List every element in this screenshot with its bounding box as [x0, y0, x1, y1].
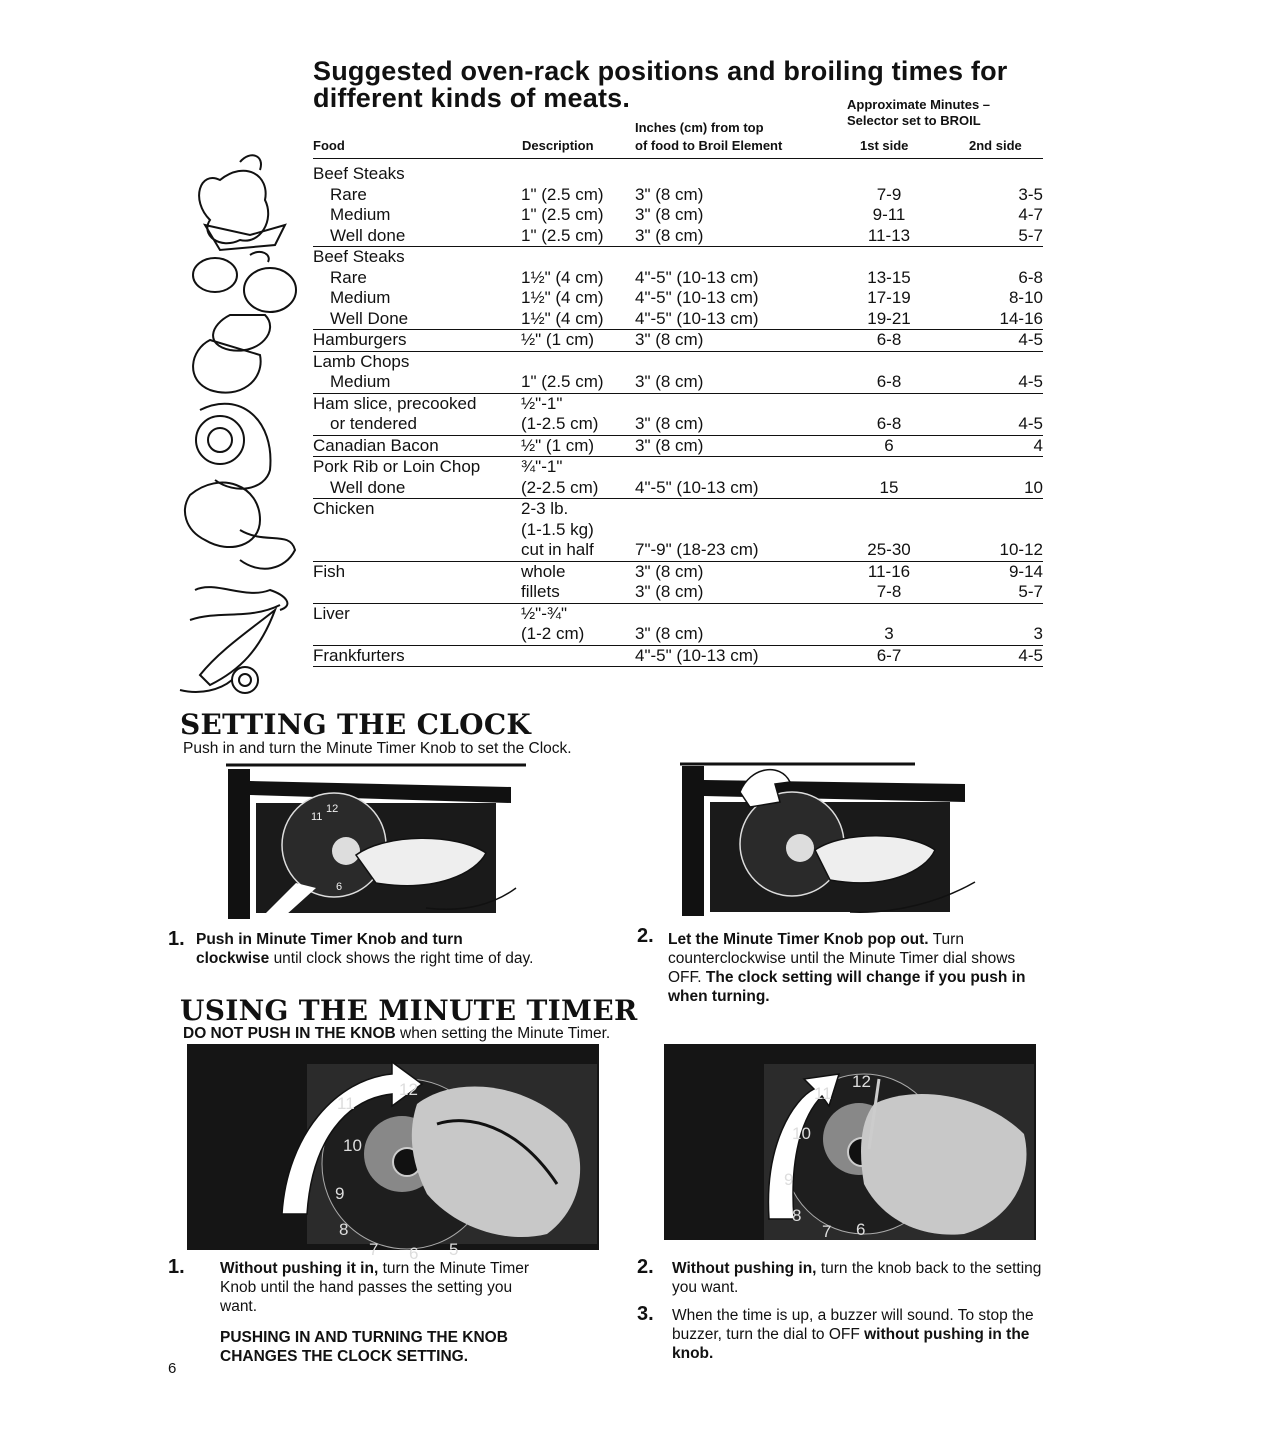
table-row-group — [313, 499, 1043, 562]
table-title-line1: Suggested oven-rack positions and broiling times for — [313, 56, 1008, 86]
table-title-line2: different kinds of meats. — [313, 83, 631, 113]
cell-s2: 10 — [1024, 477, 1043, 497]
photo1-dial-11: 11 — [311, 811, 323, 823]
cell-s1: 19-21 — [867, 308, 911, 328]
timer-step2-text: turn the knob back to the setting you want. — [672, 1260, 1042, 1296]
page-number: 6 — [168, 1360, 177, 1377]
cell-inches: 4"-5" (10-13 cm) — [635, 645, 759, 665]
cell-desc: ½"-1" — [521, 393, 563, 413]
cell-desc: 1½" (4 cm) — [521, 308, 604, 328]
cell-food: Liver — [313, 603, 350, 623]
timer-step2-bold: Without pushing in, — [672, 1260, 817, 1277]
cell-s1: 17-19 — [867, 288, 911, 307]
cell-s2: 4-5 — [1018, 645, 1043, 665]
cell-inches: 4"-5" (10-13 cm) — [635, 477, 759, 497]
clock-step1-bold2: clockwise — [196, 950, 270, 967]
table-row-group — [313, 604, 1043, 646]
approx-minutes-label — [847, 97, 990, 129]
cell-food: Ham slice, precooked — [313, 393, 477, 413]
cell-food: Beef Steaks — [313, 247, 405, 266]
cell-inches: 3" (8 cm) — [635, 414, 704, 433]
timer-step3-number: 3. — [637, 1303, 654, 1325]
meats-illustration — [180, 150, 305, 705]
cell-s2: 4-5 — [1018, 414, 1043, 433]
cell-food: Beef Steaks — [313, 164, 405, 183]
clock-photo-2 — [680, 762, 980, 918]
timer-step1-bold: Without pushing it in, — [220, 1260, 379, 1277]
table-row-group — [313, 164, 1043, 247]
timer-step3 — [672, 1306, 1042, 1363]
approx-minutes-label-line1: Approximate Minutes – — [847, 97, 991, 112]
photo1-dial-6: 6 — [336, 881, 343, 893]
cell-food: Well done — [330, 477, 406, 497]
cell-inches: 4"-5" (10-13 cm) — [635, 267, 759, 287]
cell-s1: 11-13 — [867, 225, 911, 245]
table-row — [313, 372, 1043, 393]
cell-s2: 6-8 — [1018, 267, 1043, 287]
table-row-group — [313, 457, 1043, 499]
cell-food: or tendered — [330, 414, 417, 433]
cell-inches: 4"-5" (10-13 cm) — [635, 308, 759, 328]
cell-inches: 4"-5" (10-13 cm) — [635, 288, 759, 307]
table-row — [313, 288, 1043, 309]
approx-minutes-label-line2: Selector set to BROIL — [847, 113, 981, 128]
cell-s2: 8-10 — [1008, 288, 1043, 307]
cell-s1: 13-15 — [867, 267, 911, 287]
timer-intro-bold: DO NOT PUSH IN THE KNOB — [183, 1025, 396, 1042]
clock-step2-bold2: The clock setting will change if you push in when turning. — [668, 969, 1026, 1005]
cell-s1: 6 — [884, 435, 894, 455]
cell-inches: 3" (8 cm) — [635, 372, 704, 391]
timer-step1 — [220, 1259, 550, 1316]
table-row-group — [313, 436, 1043, 458]
cell-s2: 14-16 — [999, 308, 1043, 328]
table-row — [313, 268, 1043, 289]
timer-photo1-dial-5: 5 — [449, 1240, 459, 1259]
cell-food: Rare — [330, 267, 367, 287]
timer-photo2-dial-8: 8 — [792, 1206, 802, 1225]
table-row-group — [313, 352, 1043, 394]
cell-s2: 10-12 — [999, 540, 1043, 559]
cell-inches: 3" (8 cm) — [635, 184, 704, 204]
cell-desc: fillets — [521, 582, 560, 601]
table-row-group — [313, 646, 1043, 668]
clock-step1-text: until clock shows the right time of day. — [273, 950, 534, 967]
cell-food: Lamb Chops — [313, 351, 410, 371]
cell-desc: (2-2.5 cm) — [521, 477, 599, 497]
col-first-side-header: 1st side — [860, 138, 909, 153]
table-header-row — [313, 136, 1043, 159]
timer-intro-text: when setting the Minute Timer. — [400, 1025, 611, 1042]
timer-photo2-dial-11: 11 — [814, 1084, 832, 1103]
cell-s2: 4-5 — [1018, 330, 1043, 349]
cell-s1: 15 — [879, 477, 899, 497]
timer-step1-text: turn the Minute Timer Knob until the hand passes the setting you want. — [220, 1260, 530, 1315]
timer-photo2-dial-9: 9 — [784, 1170, 794, 1189]
cell-desc: ½" (1 cm) — [521, 330, 595, 349]
clock-heading: SETTING THE CLOCK — [180, 708, 532, 741]
cell-desc: whole — [521, 561, 566, 581]
timer-photo2-dial-12: 12 — [852, 1072, 871, 1091]
timer-photo2-dial-6: 6 — [856, 1220, 866, 1239]
timer-photo2-dial-10: 10 — [792, 1124, 811, 1143]
clock-step1-number: 1. — [168, 928, 185, 950]
timer-photo1-dial-6: 6 — [409, 1244, 419, 1263]
table-row — [313, 185, 1043, 206]
cell-desc: 1" (2.5 cm) — [521, 372, 604, 391]
timer-photo1-dial-7: 7 — [369, 1240, 379, 1259]
cell-desc: ¾"-1" — [521, 457, 563, 476]
cell-s2: 3-5 — [1018, 184, 1043, 204]
cell-food: Rare — [330, 184, 367, 204]
table-row — [313, 646, 1043, 667]
cell-food: Frankfurters — [313, 645, 405, 665]
cell-food: Well done — [330, 225, 406, 245]
cell-inches: 3" (8 cm) — [635, 582, 704, 601]
timer-photo-2 — [664, 1044, 1036, 1240]
table-row — [313, 478, 1043, 499]
cell-food: Chicken — [313, 499, 375, 518]
cell-inches: 3" (8 cm) — [635, 561, 704, 581]
cell-food: Medium — [330, 205, 391, 224]
table-row — [313, 520, 1043, 541]
cell-s1: 6-7 — [876, 645, 902, 665]
table-row — [313, 394, 1043, 415]
clock-step2-bold1: Let the Minute Timer Knob pop out. — [668, 931, 929, 948]
timer-step1-number: 1. — [168, 1256, 185, 1278]
timer-step3-bold: without pushing in the knob. — [672, 1326, 1030, 1362]
cell-s1: 6-8 — [876, 330, 902, 349]
cell-s1: 3 — [884, 624, 894, 643]
timer-step2-number: 2. — [637, 1256, 654, 1278]
table-row — [313, 582, 1043, 603]
cell-s2: 4-7 — [1018, 205, 1043, 224]
cell-desc: 1" (2.5 cm) — [521, 205, 604, 224]
table-row — [313, 414, 1043, 435]
cell-inches: 3" (8 cm) — [635, 624, 704, 643]
timer-step2 — [672, 1259, 1044, 1297]
cell-desc: ½" (1 cm) — [521, 435, 595, 455]
cell-desc: 1½" (4 cm) — [521, 288, 604, 307]
cell-s2: 9-14 — [1008, 561, 1043, 581]
timer-warning: PUSHING IN AND TURNING THE KNOB CHANGES THE CLOCK SETTING. — [220, 1329, 508, 1365]
cell-desc: (1-2.5 cm) — [521, 414, 599, 433]
timer-photo1-dial-10: 10 — [343, 1136, 362, 1155]
cell-food: Medium — [330, 372, 391, 391]
table-row — [313, 604, 1043, 625]
cell-desc: 2-3 lb. — [521, 499, 569, 518]
cell-food: Canadian Bacon — [313, 435, 439, 455]
clock-photo-1 — [226, 763, 530, 921]
cell-food: Medium — [330, 288, 391, 307]
clock-step2-number: 2. — [637, 925, 654, 947]
table-row — [313, 499, 1043, 520]
cell-desc: 1½" (4 cm) — [521, 267, 604, 287]
cell-inches: 3" (8 cm) — [635, 435, 704, 455]
cell-food: Well Done — [330, 308, 409, 328]
table-row — [313, 624, 1043, 645]
table-row — [313, 436, 1043, 457]
cell-s1: 6-8 — [876, 414, 902, 433]
table-row — [313, 205, 1043, 226]
broil-table — [313, 164, 1043, 667]
cell-desc: ½"-¾" — [521, 603, 568, 623]
cell-s2: 5-7 — [1018, 582, 1043, 601]
cell-inches: 7"-9" (18-23 cm) — [635, 540, 759, 559]
cell-food: Hamburgers — [313, 330, 407, 349]
cell-desc: cut in half — [521, 540, 594, 559]
table-row — [313, 330, 1043, 351]
cell-s2: 3 — [1033, 624, 1043, 643]
cell-s1: 25-30 — [867, 540, 911, 559]
table-row — [313, 540, 1043, 561]
cell-inches: 3" (8 cm) — [635, 205, 704, 224]
table-row — [313, 164, 1043, 185]
cell-s1: 11-16 — [867, 561, 911, 581]
table-row-group — [313, 562, 1043, 604]
cell-s1: 7-9 — [876, 184, 902, 204]
cell-inches: 3" (8 cm) — [635, 225, 704, 245]
clock-step1-bold1: Push in Minute Timer Knob and turn — [196, 931, 463, 948]
col-description-header: Description — [522, 138, 594, 153]
timer-photo1-dial-12: 12 — [399, 1080, 418, 1099]
cell-food: Fish — [313, 561, 346, 581]
table-row — [313, 352, 1043, 373]
table-row-group — [313, 247, 1043, 330]
col-inches-header: of food to Broil Element — [635, 138, 783, 153]
cell-desc: 1" (2.5 cm) — [521, 184, 604, 204]
table-row-group — [313, 394, 1043, 436]
cell-desc: (1-1.5 kg) — [521, 519, 594, 539]
cell-inches: 3" (8 cm) — [635, 330, 704, 349]
timer-heading: USING THE MINUTE TIMER — [180, 994, 638, 1027]
timer-photo2-dial-7: 7 — [822, 1222, 832, 1241]
clock-step2-text: Turn counterclockwise until the Minute Timer dial shows OFF. — [668, 931, 1016, 986]
table-row — [313, 226, 1043, 247]
clock-intro: Push in and turn the Minute Timer Knob to set the Clock. — [183, 740, 572, 757]
col-second-side-header: 2nd side — [969, 138, 1022, 153]
table-row — [313, 562, 1043, 583]
timer-photo1-dial-11: 11 — [337, 1094, 355, 1113]
cell-s2: 5-7 — [1018, 225, 1043, 245]
clock-step1 — [196, 930, 596, 968]
timer-photo1-dial-8: 8 — [339, 1220, 349, 1239]
table-row — [313, 309, 1043, 330]
cell-s1: 7-8 — [876, 582, 902, 601]
table-row — [313, 247, 1043, 268]
cell-food: Pork Rib or Loin Chop — [313, 457, 481, 476]
timer-photo-1 — [187, 1044, 599, 1263]
timer-intro — [183, 1024, 610, 1043]
cell-s1: 6-8 — [876, 372, 902, 391]
cell-s1: 9-11 — [872, 205, 906, 224]
cell-desc: (1-2 cm) — [521, 624, 585, 643]
timer-photo1-dial-9: 9 — [335, 1184, 345, 1203]
table-row — [313, 457, 1043, 478]
cell-desc: 1" (2.5 cm) — [521, 225, 604, 245]
photo1-dial-12: 12 — [326, 803, 339, 815]
inches-label-line1: Inches (cm) from top — [635, 120, 764, 135]
col-food-header: Food — [313, 138, 345, 153]
clock-step2 — [668, 930, 1028, 1006]
table-row-group — [313, 330, 1043, 352]
timer-step3-text: When the time is up, a buzzer will sound. To stop the buzzer, turn the dial to OFF — [672, 1307, 1034, 1343]
cell-s2: 4 — [1033, 435, 1043, 455]
cell-s2: 4-5 — [1018, 372, 1043, 391]
